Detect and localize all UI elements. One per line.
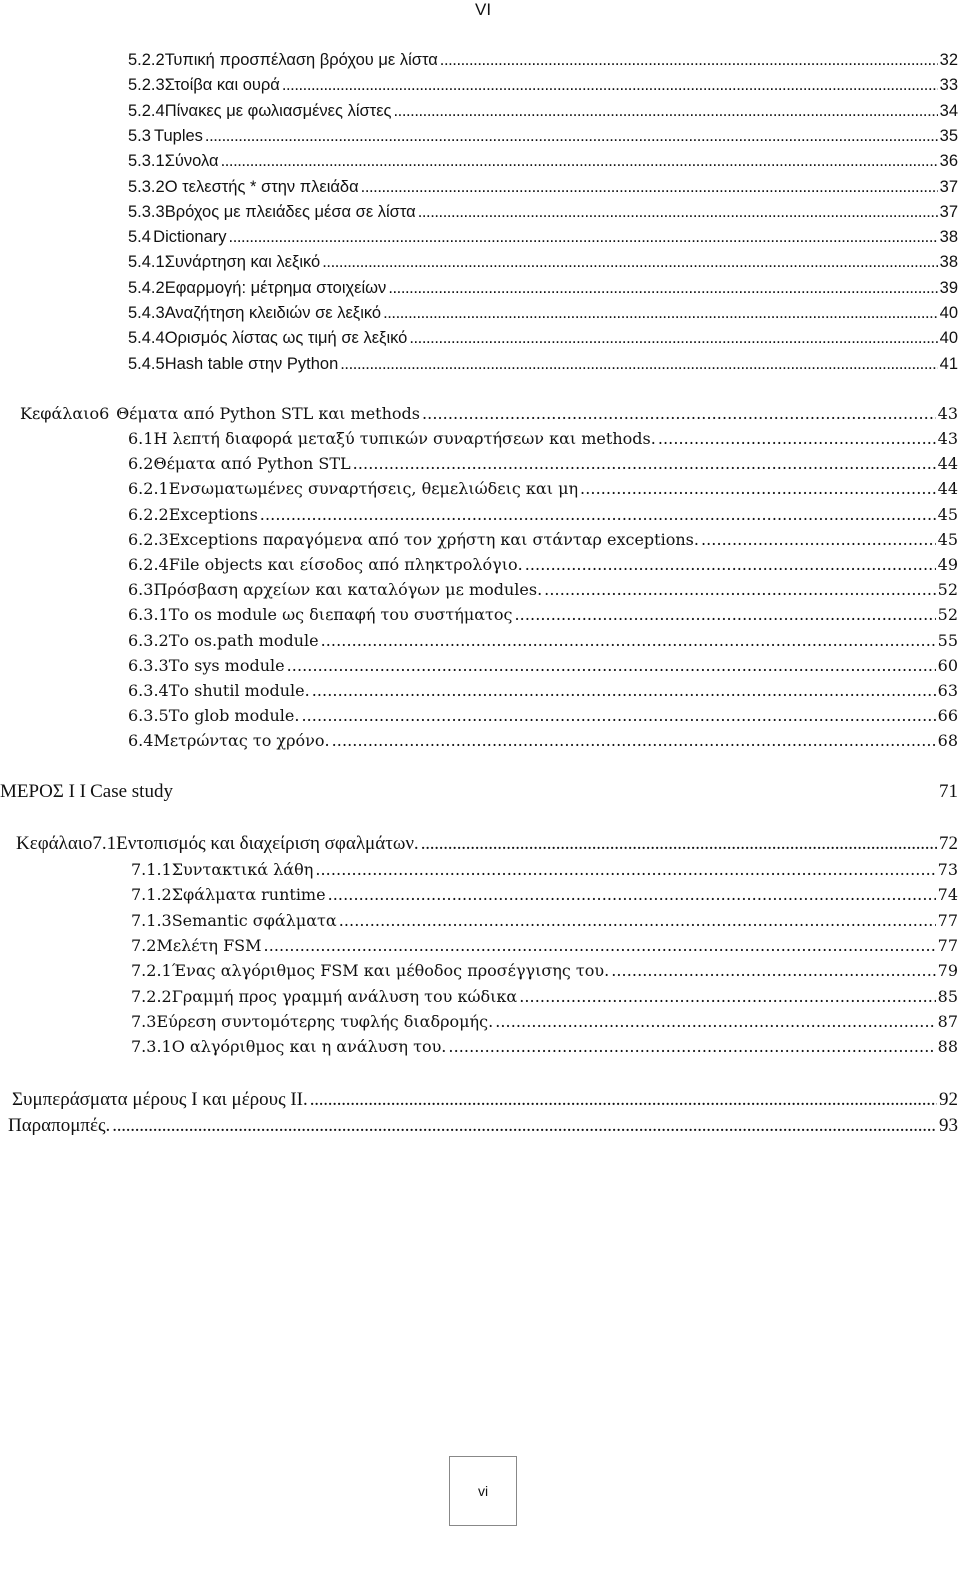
toc-part-heading: [0, 780, 958, 804]
toc-entry-title: Σφάλματα runtime: [171, 885, 326, 905]
toc-chapter-label: Κεφάλαιο: [20, 404, 100, 423]
toc-entry-number: 6.2.2: [128, 504, 169, 524]
dot-leader: [544, 578, 935, 602]
toc-page-number: 35: [939, 126, 958, 145]
toc-page-number: 45: [937, 529, 958, 549]
dot-leader: [361, 175, 938, 199]
toc-page-number: 37: [939, 202, 958, 221]
toc-entry-number: 7.1.1: [131, 860, 172, 879]
toc-page-number: 45: [937, 504, 958, 524]
toc-entry-number: 6.3.2: [128, 630, 169, 650]
dot-leader: [322, 250, 937, 274]
toc-entry: [128, 654, 958, 678]
toc-page-number: 43: [937, 404, 958, 423]
dot-leader: [282, 73, 938, 97]
dot-leader: [658, 427, 936, 451]
toc-entry-number: 5.4.2: [128, 278, 165, 297]
toc-entry: [128, 149, 958, 173]
toc-entry-title: Τυπική προσπέλαση βρόχου με λίστα: [164, 51, 438, 69]
toc-entry-number: 6.1: [128, 429, 154, 448]
toc-entry: [128, 679, 958, 703]
page-number-box: [449, 1456, 517, 1526]
dot-leader: [264, 934, 936, 958]
toc-entry-number: 7.2: [131, 935, 157, 955]
toc-entry: [128, 99, 958, 123]
toc-entry: [128, 326, 958, 350]
toc-entry: [131, 934, 958, 958]
toc-page-number: 92: [939, 1089, 958, 1110]
toc-entry-title: Ο τελεστής * στην πλειάδα: [164, 177, 359, 196]
toc-page-number: 52: [937, 580, 958, 600]
toc-entry-title: Αναζήτηση κλειδιών σε λεξικό: [164, 304, 382, 322]
toc-entry-number: 6.2.4: [128, 555, 169, 574]
toc-entry-title: Το sys module: [168, 655, 285, 675]
toc-entry-title: Ο αλγόριθμος και η ανάλυση του.: [171, 1037, 447, 1057]
toc-entry-number: 6.2.3: [128, 529, 169, 549]
toc-entry-number: 6.2: [128, 454, 154, 474]
toc-entry: [128, 528, 958, 552]
toc-page-number: 34: [939, 101, 958, 120]
toc-entry: [128, 225, 958, 249]
dot-leader: [205, 124, 938, 148]
dot-leader: [421, 832, 937, 856]
toc-entry-title: Ορισμός λίστας ως τιμή σε λεξικό: [164, 329, 408, 348]
toc-entry-number: 6: [99, 404, 110, 423]
toc-entry: [131, 1010, 958, 1034]
toc-page-number: 41: [939, 354, 958, 373]
toc-entry-number: 6.3: [128, 580, 154, 600]
toc-entry-number: 5.2.2: [128, 51, 165, 69]
dot-leader: [332, 729, 936, 753]
toc-entry-number: 5.3.1: [128, 152, 165, 171]
toc-chapter-heading: [20, 402, 958, 426]
toc-entry-title: Συνάρτηση και λεξικό: [164, 253, 321, 272]
toc-entry-title: Το shutil module.: [168, 681, 310, 700]
toc-entry: [128, 352, 958, 376]
toc-entry-number: 5.4.3: [128, 304, 165, 322]
dot-leader: [312, 679, 936, 703]
toc-entry-number: 7.1.3: [131, 910, 172, 930]
toc-entry-number: 6.4: [128, 731, 154, 751]
dot-leader: [409, 326, 937, 350]
toc-page-number: 39: [939, 278, 958, 297]
toc-page-number: 43: [937, 429, 958, 448]
toc-entry-title: Στοίβα και ουρά: [164, 76, 280, 95]
toc-page-number: 44: [937, 454, 958, 474]
toc-entry-title: Συντακτικά λάθη: [171, 860, 314, 879]
toc-entry-number: 7.1: [92, 833, 117, 854]
dot-leader: [339, 909, 936, 933]
toc-entry-title: Παραπομπές.: [8, 1115, 111, 1136]
toc-entry: [131, 883, 958, 907]
toc-entry: [128, 503, 958, 527]
toc-entry: [128, 629, 958, 653]
toc-entry-title: Πρόσβαση αρχείων και καταλόγων με modules.: [153, 580, 543, 600]
toc-page-number: 77: [937, 910, 958, 930]
toc-entry-number: 5.4.5: [128, 354, 165, 373]
toc-entry: [128, 124, 958, 148]
toc-entry-number: 6.3.4: [128, 681, 169, 700]
dot-leader: [287, 654, 936, 678]
page-number-label: vi: [477, 1483, 489, 1499]
toc-entry-title: Το os.path module: [168, 630, 319, 650]
toc-entry: [128, 452, 958, 476]
toc-chapter-heading: [16, 832, 958, 856]
toc-entry-title: Tuples: [154, 126, 203, 145]
toc-entry-title: Θέματα από Python STL: [153, 454, 351, 474]
toc-entry-title: Exceptions παραγόμενα από τον χρήστη και στάνταρ exceptions.: [168, 529, 699, 549]
toc-page-number: 32: [939, 51, 958, 69]
toc-entry: [128, 729, 958, 753]
toc-entry-title: Ενσωματωμένες συναρτήσεις, θεμελιώδεις και μη: [168, 479, 579, 499]
toc-page-number: 55: [937, 630, 958, 650]
toc-entry-number: 5.4: [128, 228, 151, 247]
toc-entry: [131, 959, 958, 983]
toc-entry: [128, 276, 958, 300]
toc-entry-number: 5.2.3: [128, 76, 165, 95]
toc-page-number: 72: [939, 833, 958, 854]
toc-page-number: 37: [939, 177, 958, 196]
toc-page-number: 93: [939, 1115, 958, 1136]
toc-page-number: 71: [939, 781, 958, 802]
dot-leader: [221, 149, 938, 173]
toc-entry: [131, 909, 958, 933]
toc-entry: [128, 301, 958, 325]
toc-entry: [128, 175, 958, 199]
toc-entry: [128, 73, 958, 97]
dot-leader: [353, 452, 936, 476]
toc-entry: [131, 985, 958, 1009]
dot-leader: [422, 402, 936, 426]
toc-conclusions: [12, 1088, 958, 1112]
toc-entry-title: Το os module ως διεπαφή του συστήματος: [168, 605, 513, 625]
toc-entry-title: Σύνολα: [164, 152, 219, 171]
toc-entry: [131, 1035, 958, 1059]
toc-entry-number: 7.3: [131, 1011, 157, 1031]
dot-leader: [112, 1114, 937, 1138]
toc-page-number: 49: [937, 555, 958, 574]
toc-entry-number: 6.3.3: [128, 655, 169, 675]
toc-entry: [128, 48, 958, 72]
toc-page-number: 77: [937, 935, 958, 955]
toc-page-number: 73: [937, 860, 958, 879]
toc-page-number: 68: [937, 731, 958, 751]
toc-entry-number: 7.3.1: [131, 1037, 172, 1057]
dot-leader: [321, 629, 936, 653]
dot-leader: [301, 704, 935, 728]
toc-entry-number: 5.4.4: [128, 329, 165, 348]
toc-entry-title: Εντοπισμός και διαχείριση σφαλμάτων.: [116, 833, 419, 854]
toc-page-number: 85: [937, 986, 958, 1006]
toc-entry-title: Dictionary: [153, 228, 227, 247]
toc-entry-number: 5.3.2: [128, 177, 165, 196]
toc-entry-number: 5.4.1: [128, 253, 165, 272]
toc-entry-title: Εύρεση συντομότερης τυφλής διαδρομής.: [156, 1011, 494, 1031]
dot-leader: [310, 1088, 937, 1112]
toc-entry-title: Η λεπτή διαφορά μεταξύ τυπικών συναρτήσεων και methods.: [153, 429, 656, 448]
toc-entry-number: 5.3.3: [128, 202, 165, 221]
toc-entry-title: Πίνακες με φωλιασμένες λίστες: [164, 101, 392, 120]
toc-page-number: 66: [937, 706, 958, 726]
toc-entry-number: 7.2.2: [131, 986, 172, 1006]
toc-entry: [128, 200, 958, 224]
toc-entry-number: 6.3.1: [128, 605, 169, 625]
toc-page-number: 60: [937, 655, 958, 675]
toc-entry-title: Γραμμή προς γραμμή ανάλυση του κώδικα: [171, 986, 518, 1006]
dot-leader: [340, 352, 937, 376]
toc-entry: [128, 250, 958, 274]
toc-entry-title: Ένας αλγόριθμος FSM και μέθοδος προσέγγισης του.: [171, 961, 610, 981]
toc-page-number: 52: [937, 605, 958, 625]
toc-entry: [128, 704, 958, 728]
dot-leader: [229, 225, 938, 249]
toc-entry-number: 7.1.2: [131, 885, 172, 905]
toc-entry-title: Συμπεράσματα μέρους Ι και μέρους ΙΙ.: [12, 1089, 308, 1110]
dot-leader: [611, 959, 935, 983]
dot-leader: [519, 985, 935, 1009]
dot-leader: [328, 883, 936, 907]
toc-entry-title: File objects και είσοδος από πληκτρολόγιο.: [168, 555, 523, 574]
dot-leader: [448, 1035, 935, 1059]
toc-entry-title: Exceptions: [168, 504, 258, 524]
toc-page-number: 38: [939, 228, 958, 247]
dot-leader: [580, 477, 936, 501]
toc-entry: [128, 477, 958, 501]
toc-page-number: 40: [939, 304, 958, 322]
toc-entry: [131, 858, 958, 882]
toc-entry-title: Μετρώντας το χρόνο.: [153, 731, 330, 751]
toc-page-number: 74: [937, 885, 958, 905]
toc-entry-number: ΜΕΡΟΣ Ι Ι: [0, 781, 87, 802]
toc-entry: [128, 578, 958, 602]
toc-entry-title: Semantic σφάλματα: [171, 910, 337, 930]
toc-page-number: 79: [937, 961, 958, 981]
toc-page-number: 33: [939, 76, 958, 95]
toc-page-number: 87: [937, 1011, 958, 1031]
toc-entry-title: Βρόχος με πλειάδες μέσα σε λίστα: [164, 202, 416, 221]
toc-entry-number: 5.3: [128, 126, 151, 145]
toc-entry: [128, 603, 958, 627]
page-header-roman-numeral: VI: [475, 0, 492, 19]
dot-leader: [525, 553, 936, 577]
toc-entry-number: 5.2.4: [128, 101, 165, 120]
dot-leader: [388, 276, 937, 300]
toc-entry-number: 6.2.1: [128, 479, 169, 499]
toc-references: [8, 1114, 958, 1138]
dot-leader: [515, 603, 936, 627]
toc-page-number: 63: [937, 681, 958, 700]
toc-entry: [128, 553, 958, 577]
dot-leader: [383, 301, 938, 325]
toc-entry-title: Εφαρμογή: μέτρημα στοιχείων: [164, 278, 387, 297]
toc-page-number: 36: [939, 152, 958, 171]
toc-page-number: 44: [937, 479, 958, 499]
toc-entry-number: 6.3.5: [128, 706, 169, 726]
toc-chapter-label: Κεφάλαιο: [16, 833, 93, 854]
toc-entry-title: Το glob module.: [168, 706, 300, 726]
toc-entry-title: Μελέτη FSM: [156, 935, 262, 955]
dot-leader: [440, 48, 938, 72]
toc-entry-title: Hash table στην Python: [164, 354, 339, 373]
toc-entry-title: Case study: [90, 781, 173, 802]
toc-page-number: 88: [937, 1037, 958, 1057]
dot-leader: [394, 99, 938, 123]
dot-leader: [701, 528, 936, 552]
dot-leader: [495, 1010, 935, 1034]
toc-entry: [128, 427, 958, 451]
toc-page-number: 40: [939, 329, 958, 348]
dot-leader: [418, 200, 938, 224]
toc-entry-title: Θέματα από Python STL και methods: [116, 404, 420, 423]
toc-entry-number: 7.2.1: [131, 961, 172, 981]
dot-leader: [260, 503, 936, 527]
dot-leader: [315, 858, 935, 882]
toc-page-number: 38: [939, 253, 958, 272]
